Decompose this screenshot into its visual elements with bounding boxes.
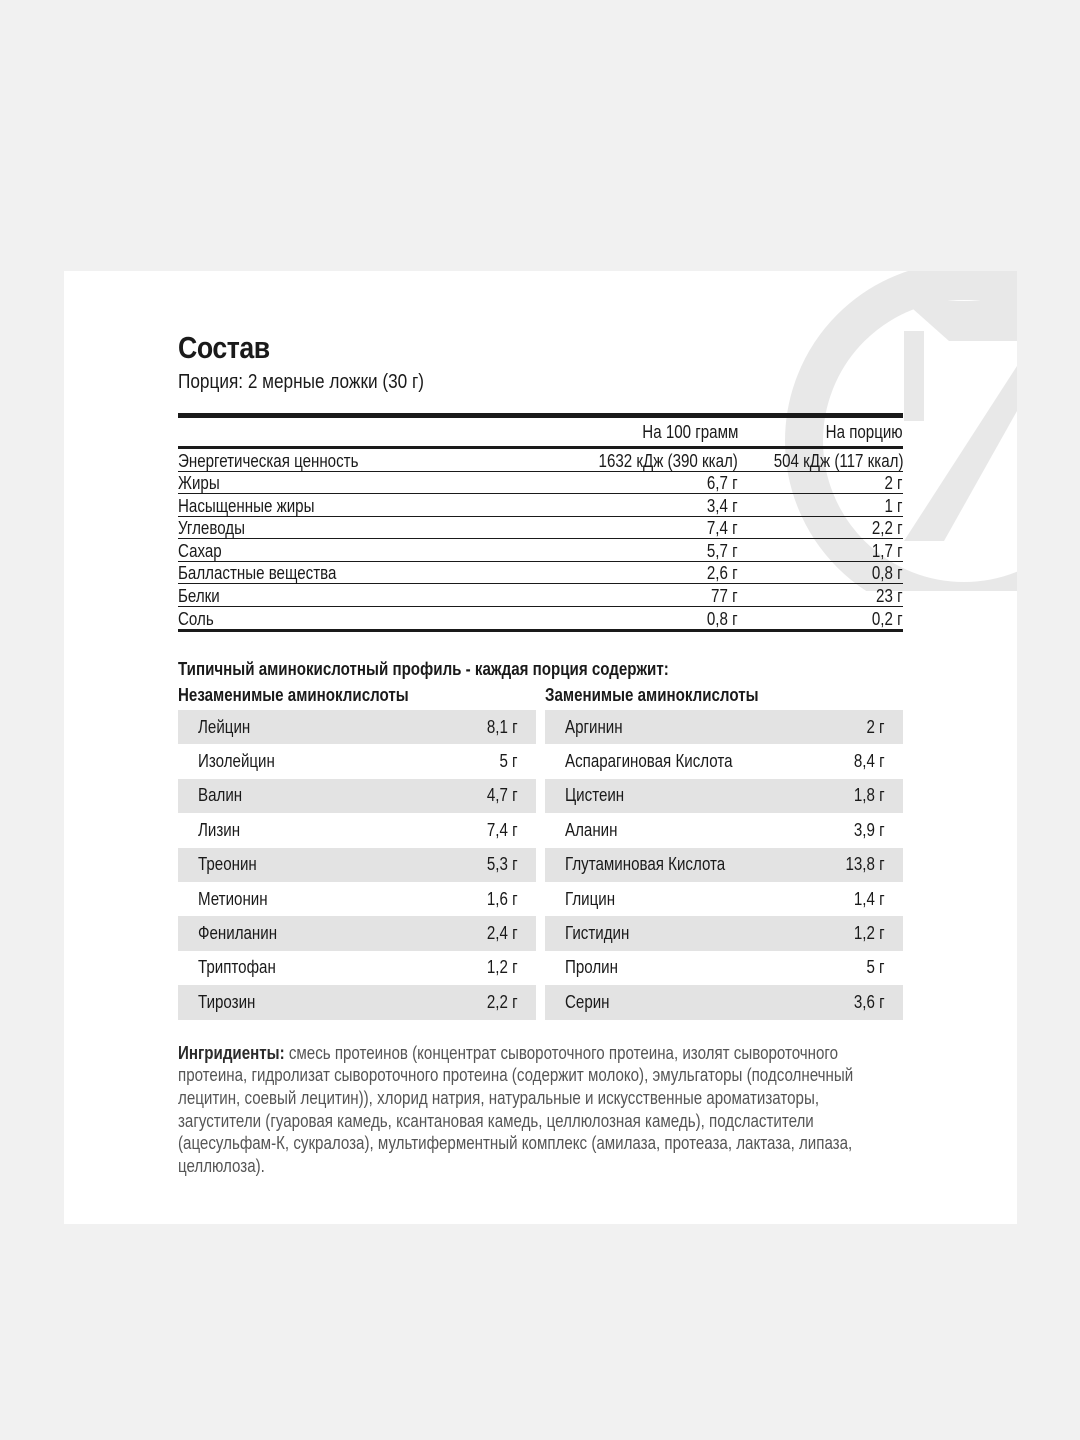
amino-name: Цистеин	[565, 785, 625, 806]
nutrient-name: Жиры	[178, 473, 220, 493]
nutrient-per-serving: 2,2 г	[872, 518, 903, 538]
serving-size: Порция: 2 мерные ложки (30 г)	[178, 371, 425, 393]
amino-row	[545, 882, 903, 916]
amino-name: Изолейцин	[198, 751, 275, 772]
nutrient-name: Энергетическая ценность	[178, 450, 359, 471]
amino-value: 8,4 г	[854, 751, 885, 772]
nutrition-row	[178, 494, 903, 517]
essential-amino-heading: Незаменимые аминоклислоты	[178, 685, 409, 705]
amino-name: Аргинин	[565, 716, 623, 737]
amino-row	[545, 710, 903, 744]
nutrient-per-serving: 0,8 г	[872, 563, 903, 583]
amino-row	[178, 882, 536, 916]
amino-row	[178, 710, 536, 744]
ingredients-label: Ингридиенты:	[178, 1042, 285, 1063]
amino-name: Аспарагиновая Кислота	[565, 751, 733, 772]
amino-grid	[178, 684, 903, 1020]
amino-name: Треонин	[198, 854, 257, 875]
nutrient-name: Насыщенные жиры	[178, 495, 315, 516]
amino-value: 3,6 г	[854, 991, 885, 1012]
nutrition-row	[178, 584, 903, 607]
amino-row	[545, 916, 903, 950]
nutrient-per-serving: 1,7 г	[872, 540, 903, 561]
nonessential-amino-heading: Заменимые аминоклислоты	[545, 685, 759, 705]
amino-name: Серин	[565, 991, 610, 1012]
amino-value: 1,6 г	[487, 888, 518, 909]
nutrition-row	[178, 472, 903, 495]
amino-name: Фениланин	[198, 923, 278, 944]
content	[178, 331, 903, 1178]
nutrient-per-serving: 23 г	[876, 585, 903, 606]
essential-amino-column	[178, 684, 536, 1020]
amino-value: 2,4 г	[487, 923, 518, 944]
amino-value: 8,1 г	[487, 716, 518, 737]
amino-profile-title: Типичный аминокислотный профиль - каждая порция содержит:	[178, 659, 669, 679]
amino-value: 1,2 г	[487, 957, 518, 978]
amino-row	[545, 779, 903, 813]
amino-name: Триптофан	[198, 957, 276, 978]
nutrient-per100: 2,6 г	[707, 563, 738, 583]
amino-value: 2,2 г	[487, 991, 518, 1012]
nutrient-per-serving: 504 кДж (117 ккал)	[773, 450, 903, 471]
amino-value: 5 г	[499, 751, 518, 772]
nutrient-per-serving: 1 г	[884, 495, 903, 516]
amino-value: 1,4 г	[854, 888, 885, 909]
nutrition-row	[178, 449, 903, 472]
ingredients-body: смесь протеинов (концентрат сывороточного протеина, изолят сывороточного протеина, гидролизат сывороточного протеина (содержит молоко), эмульгаторы (подсолнечный лецитин, соевый лецитин)), хлорид натрия, натуральные и искусственные ароматизаторы, загустители (гуаровая камедь, ксантановая камедь, целлюлозная камедь), подсластители (ацесульфам-К, сукралоза), мультиферментный комплекс (амилаза, протеаза, лактаза, липаза, целлюлоза).	[178, 1042, 854, 1177]
nutrition-row	[178, 607, 903, 630]
amino-row	[178, 848, 536, 882]
amino-value: 1,2 г	[854, 923, 885, 944]
nutrient-name: Соль	[178, 609, 214, 629]
amino-value: 4,7 г	[487, 785, 518, 806]
nutrient-per100: 77 г	[711, 585, 738, 606]
nutrient-name: Углеводы	[178, 518, 245, 538]
amino-name: Лизин	[198, 819, 241, 840]
nonessential-amino-column	[545, 684, 903, 1020]
amino-name: Тирозин	[198, 991, 256, 1012]
amino-name: Лейцин	[198, 716, 251, 737]
nutrient-per100: 6,7 г	[707, 473, 738, 493]
nutrient-per-serving: 0,2 г	[872, 609, 903, 629]
nutrient-per100: 5,7 г	[707, 540, 738, 561]
amino-row	[178, 744, 536, 778]
amino-name: Глутаминовая Кислота	[565, 854, 726, 875]
label-card	[64, 271, 1017, 1224]
amino-name: Валин	[198, 785, 243, 806]
nutrition-header-per-serving: На порцию	[826, 422, 903, 442]
nutrition-row	[178, 562, 903, 585]
amino-value: 5 г	[866, 957, 885, 978]
amino-row	[545, 985, 903, 1019]
amino-row	[178, 779, 536, 813]
amino-row	[545, 951, 903, 985]
amino-name: Метионин	[198, 888, 268, 909]
nutrition-row	[178, 539, 903, 562]
amino-row	[178, 813, 536, 847]
amino-row	[545, 848, 903, 882]
nutrition-header-row	[178, 418, 903, 449]
amino-name: Гистидин	[565, 923, 630, 944]
nutrient-name: Сахар	[178, 540, 222, 561]
amino-value: 5,3 г	[487, 854, 518, 875]
amino-value: 7,4 г	[487, 819, 518, 840]
ingredients-text	[178, 1042, 858, 1178]
nutrient-per100: 3,4 г	[707, 495, 738, 516]
page-title: Состав	[178, 330, 270, 365]
nutrient-per-serving: 2 г	[884, 473, 903, 493]
amino-row	[178, 985, 536, 1019]
nutrition-table	[178, 413, 903, 632]
amino-name: Глицин	[565, 888, 616, 909]
amino-row	[178, 951, 536, 985]
nutrient-per100: 0,8 г	[707, 609, 738, 629]
amino-value: 3,9 г	[854, 819, 885, 840]
nutrient-per100: 1632 кДж (390 ккал)	[598, 450, 738, 471]
amino-row	[178, 916, 536, 950]
amino-row	[545, 813, 903, 847]
amino-value: 1,8 г	[854, 785, 885, 806]
amino-value: 13,8 г	[845, 854, 885, 875]
amino-value: 2 г	[866, 716, 885, 737]
nutrition-row	[178, 517, 903, 540]
nutrient-name: Балластные вещества	[178, 563, 337, 583]
amino-name: Пролин	[565, 957, 618, 978]
nutrition-header-per100: На 100 грамм	[641, 422, 738, 442]
amino-name: Аланин	[565, 819, 618, 840]
amino-row	[545, 744, 903, 778]
nutrient-per100: 7,4 г	[707, 518, 738, 538]
nutrient-name: Белки	[178, 585, 220, 606]
